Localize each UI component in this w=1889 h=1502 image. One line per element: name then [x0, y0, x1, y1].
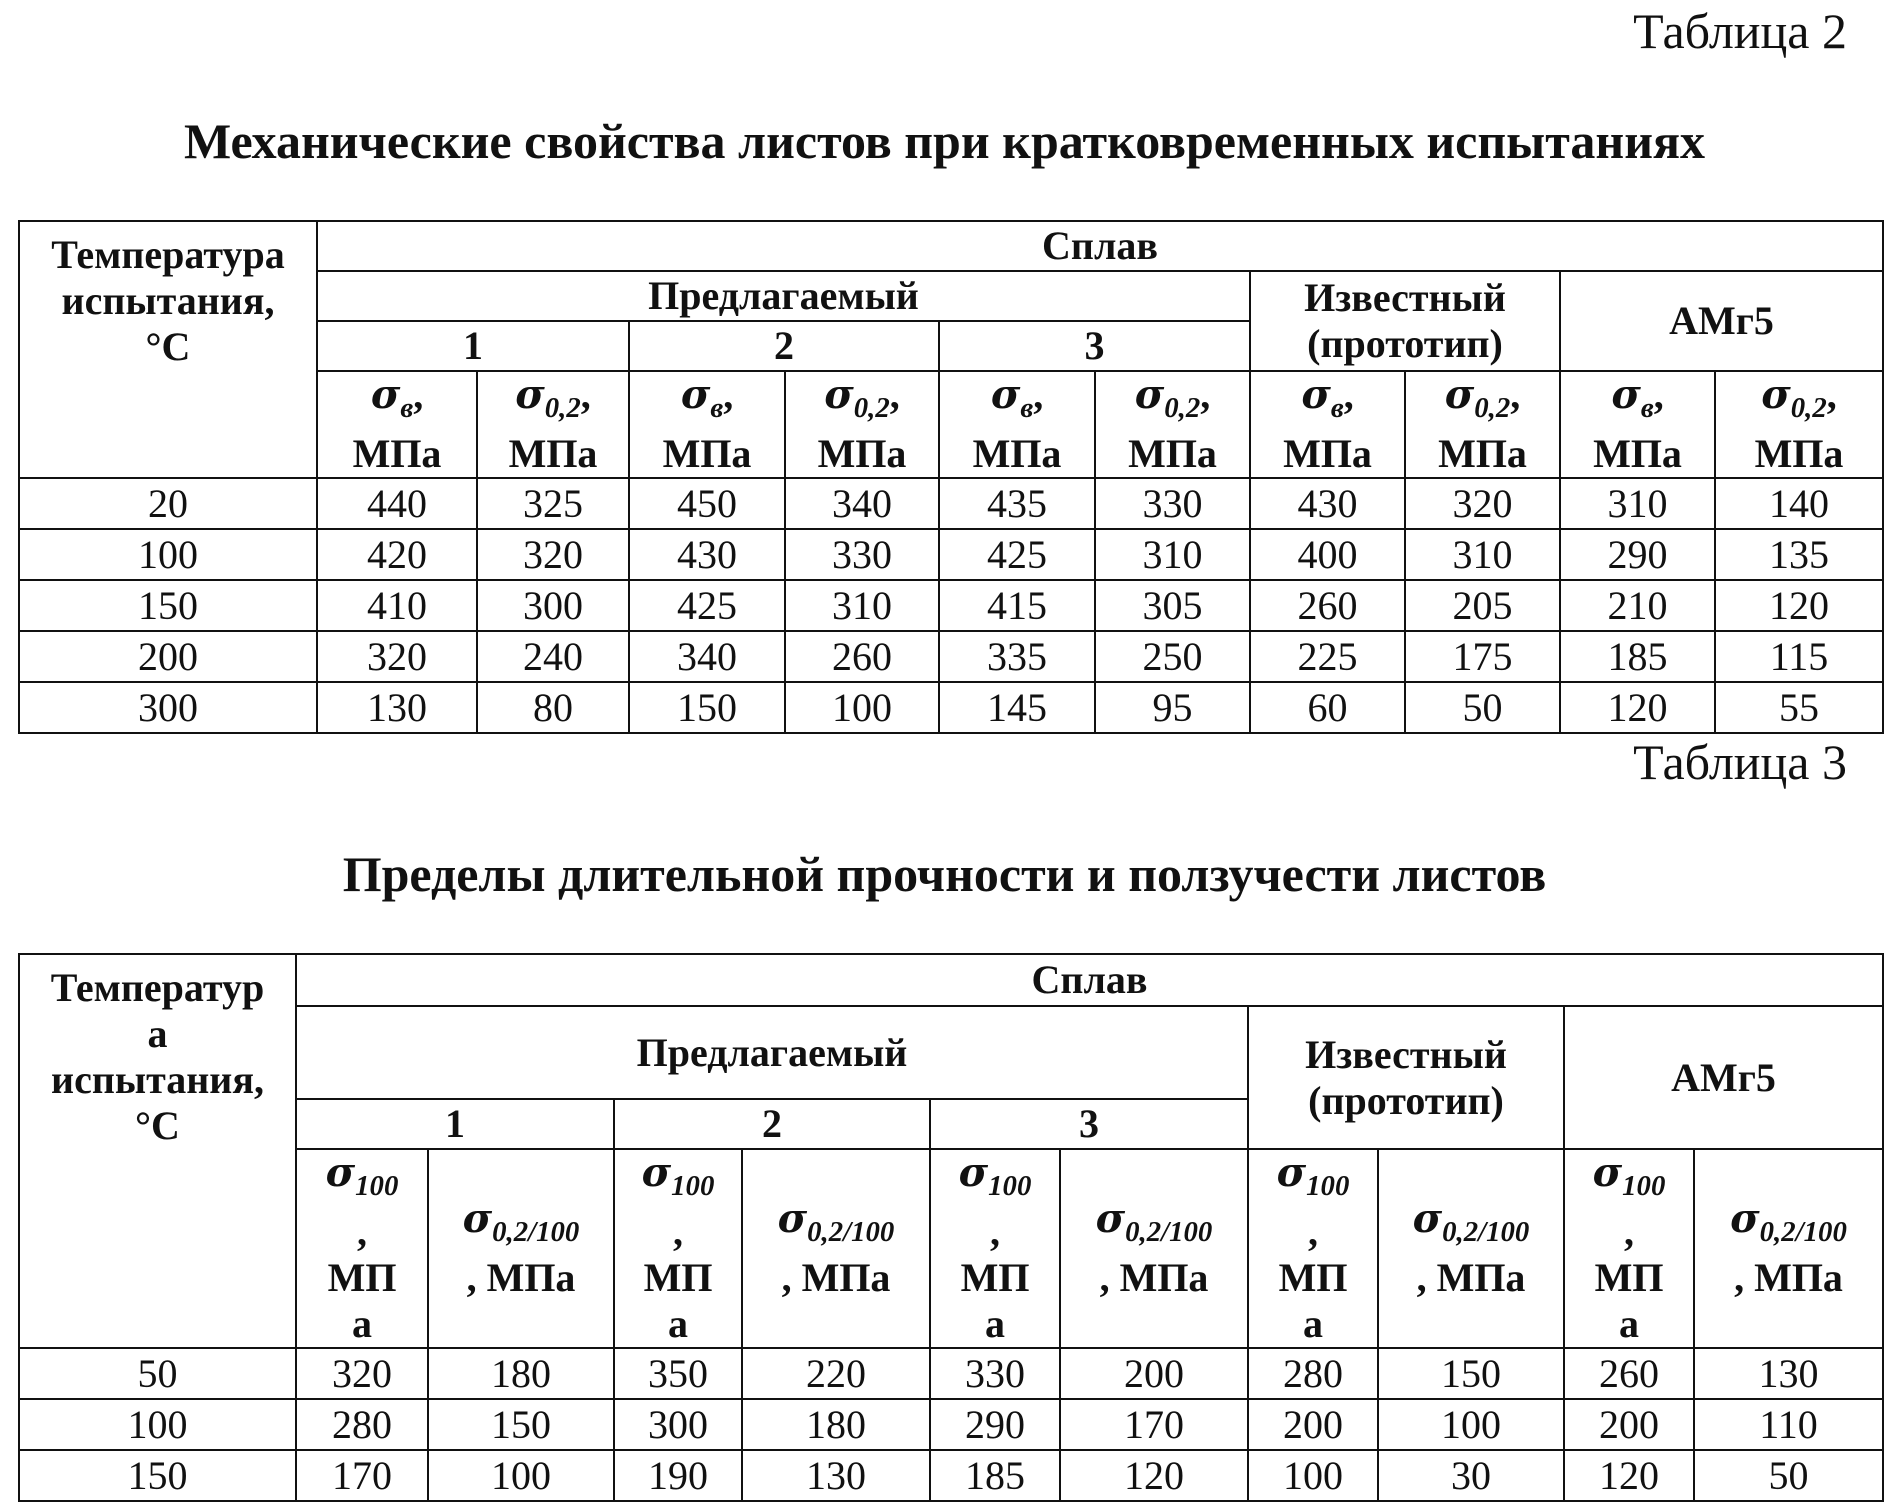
value-cell: 100 [1248, 1450, 1378, 1501]
value-cell: 140 [1715, 478, 1883, 529]
value-cell: 280 [1248, 1348, 1378, 1399]
temperature-cell: 200 [19, 631, 317, 682]
value-cell: 300 [477, 580, 629, 631]
value-cell: 30 [1378, 1450, 1564, 1501]
sigma-02-100-header: $\sigma_{0,2/100}$ , МПа [1378, 1149, 1564, 1348]
value-cell: 170 [296, 1450, 428, 1501]
value-cell: 435 [939, 478, 1095, 529]
sigma-b-header: $\sigma_в$, МПа [939, 371, 1095, 478]
sigma-02-header: $\sigma_{0,2}$, МПа [1715, 371, 1883, 478]
value-cell: 50 [1405, 682, 1560, 733]
value-cell: 280 [296, 1399, 428, 1450]
known-header: Известный (прототип) [1248, 1006, 1564, 1149]
value-cell: 320 [1405, 478, 1560, 529]
value-cell: 425 [939, 529, 1095, 580]
alloy-number-header: 1 [317, 321, 629, 371]
sigma-02-100-header: $\sigma_{0,2/100}$ , МПа [742, 1149, 930, 1348]
value-cell: 50 [1694, 1450, 1883, 1501]
value-cell: 130 [1694, 1348, 1883, 1399]
value-cell: 130 [742, 1450, 930, 1501]
value-cell: 120 [1564, 1450, 1694, 1501]
table2-title: Механические свойства листов при кратковременных испытаниях [183, 113, 1706, 169]
sigma-100-header: $\sigma_{100}$ , МП а [1248, 1149, 1378, 1348]
value-cell: 80 [477, 682, 629, 733]
value-cell: 310 [1405, 529, 1560, 580]
value-cell: 200 [1060, 1348, 1248, 1399]
sigma-02-100-header: $\sigma_{0,2/100}$ , МПа [1694, 1149, 1883, 1348]
table3-title: Пределы длительной прочности и ползучести листов [342, 846, 1547, 902]
value-cell: 310 [785, 580, 939, 631]
value-cell: 440 [317, 478, 477, 529]
value-cell: 310 [1560, 478, 1715, 529]
table3-label: Таблица 3 [1633, 734, 1847, 790]
sigma-02-header: $\sigma_{0,2}$, МПа [785, 371, 939, 478]
table-row [19, 1450, 1883, 1501]
sigma-b-header: $\sigma_в$, МПа [1560, 371, 1715, 478]
temperature-cell: 100 [19, 529, 317, 580]
value-cell: 260 [1250, 580, 1405, 631]
table-row [19, 1399, 1883, 1450]
value-cell: 305 [1095, 580, 1250, 631]
table2 [18, 220, 1884, 734]
alloy-number-header: 3 [939, 321, 1250, 371]
value-cell: 260 [785, 631, 939, 682]
temperature-cell: 50 [19, 1348, 296, 1399]
value-cell: 115 [1715, 631, 1883, 682]
value-cell: 350 [614, 1348, 742, 1399]
sigma-b-header: $\sigma_в$, МПа [629, 371, 785, 478]
known-header: Известный (прототип) [1250, 271, 1560, 371]
value-cell: 170 [1060, 1399, 1248, 1450]
temperature-header-bottom [19, 1149, 296, 1348]
amg5-header: АМг5 [1560, 271, 1883, 371]
alloy-number-header: 2 [614, 1099, 930, 1149]
value-cell: 250 [1095, 631, 1250, 682]
table-row [19, 580, 1883, 631]
value-cell: 110 [1694, 1399, 1883, 1450]
value-cell: 310 [1095, 529, 1250, 580]
table3 [18, 953, 1884, 1502]
sigma-b-header: $\sigma_в$, МПа [317, 371, 477, 478]
value-cell: 330 [930, 1348, 1060, 1399]
value-cell: 185 [1560, 631, 1715, 682]
sigma-100-header: $\sigma_{100}$ , МП а [614, 1149, 742, 1348]
value-cell: 220 [742, 1348, 930, 1399]
proposed-header: Предлагаемый [317, 271, 1250, 321]
alloy-number-header: 2 [629, 321, 939, 371]
table2-label: Таблица 2 [1633, 3, 1847, 59]
value-cell: 130 [317, 682, 477, 733]
value-cell: 150 [629, 682, 785, 733]
value-cell: 430 [1250, 478, 1405, 529]
value-cell: 55 [1715, 682, 1883, 733]
table-row [19, 631, 1883, 682]
temperature-cell: 150 [19, 580, 317, 631]
sigma-02-header: $\sigma_{0,2}$, МПа [1095, 371, 1250, 478]
alloy-number-header: 3 [930, 1099, 1248, 1149]
value-cell: 415 [939, 580, 1095, 631]
value-cell: 200 [1248, 1399, 1378, 1450]
sigma-100-header: $\sigma_{100}$ , МП а [930, 1149, 1060, 1348]
table-row [19, 1348, 1883, 1399]
value-cell: 175 [1405, 631, 1560, 682]
value-cell: 300 [614, 1399, 742, 1450]
value-cell: 340 [785, 478, 939, 529]
sigma-b-header: $\sigma_в$, МПа [1250, 371, 1405, 478]
value-cell: 340 [629, 631, 785, 682]
value-cell: 240 [477, 631, 629, 682]
sigma-02-header: $\sigma_{0,2}$, МПа [477, 371, 629, 478]
table-row [19, 682, 1883, 733]
value-cell: 95 [1095, 682, 1250, 733]
value-cell: 120 [1060, 1450, 1248, 1501]
sigma-02-100-header: $\sigma_{0,2/100}$ , МПа [1060, 1149, 1248, 1348]
value-cell: 205 [1405, 580, 1560, 631]
value-cell: 100 [785, 682, 939, 733]
temperature-cell: 300 [19, 682, 317, 733]
value-cell: 290 [1560, 529, 1715, 580]
value-cell: 100 [428, 1450, 614, 1501]
value-cell: 120 [1715, 580, 1883, 631]
value-cell: 135 [1715, 529, 1883, 580]
temperature-cell: 20 [19, 478, 317, 529]
table-row [19, 478, 1883, 529]
value-cell: 120 [1560, 682, 1715, 733]
value-cell: 320 [296, 1348, 428, 1399]
value-cell: 185 [930, 1450, 1060, 1501]
value-cell: 180 [742, 1399, 930, 1450]
proposed-header: Предлагаемый [296, 1006, 1248, 1099]
value-cell: 100 [1378, 1399, 1564, 1450]
alloy-header: Сплав [317, 221, 1883, 271]
alloy-header: Сплав [296, 954, 1883, 1006]
value-cell: 60 [1250, 682, 1405, 733]
value-cell: 410 [317, 580, 477, 631]
value-cell: 430 [629, 529, 785, 580]
value-cell: 400 [1250, 529, 1405, 580]
temperature-cell: 150 [19, 1450, 296, 1501]
value-cell: 210 [1560, 580, 1715, 631]
sigma-02-header: $\sigma_{0,2}$, МПа [1405, 371, 1560, 478]
temperature-cell: 100 [19, 1399, 296, 1450]
value-cell: 335 [939, 631, 1095, 682]
table-row [19, 529, 1883, 580]
temperature-header: Температура испытания, °С [19, 221, 317, 371]
value-cell: 325 [477, 478, 629, 529]
value-cell: 330 [1095, 478, 1250, 529]
sigma-100-header: $\sigma_{100}$ , МП а [296, 1149, 428, 1348]
value-cell: 225 [1250, 631, 1405, 682]
value-cell: 150 [1378, 1348, 1564, 1399]
value-cell: 425 [629, 580, 785, 631]
value-cell: 260 [1564, 1348, 1694, 1399]
value-cell: 180 [428, 1348, 614, 1399]
value-cell: 420 [317, 529, 477, 580]
alloy-number-header: 1 [296, 1099, 614, 1149]
value-cell: 330 [785, 529, 939, 580]
value-cell: 150 [428, 1399, 614, 1450]
value-cell: 320 [477, 529, 629, 580]
value-cell: 190 [614, 1450, 742, 1501]
value-cell: 320 [317, 631, 477, 682]
amg5-header: АМг5 [1564, 1006, 1883, 1149]
value-cell: 200 [1564, 1399, 1694, 1450]
value-cell: 145 [939, 682, 1095, 733]
temperature-header-bottom [19, 371, 317, 478]
value-cell: 290 [930, 1399, 1060, 1450]
sigma-100-header: $\sigma_{100}$ , МП а [1564, 1149, 1694, 1348]
value-cell: 450 [629, 478, 785, 529]
temperature-header: Температур а испытания, °С [19, 954, 296, 1149]
sigma-02-100-header: $\sigma_{0,2/100}$ , МПа [428, 1149, 614, 1348]
